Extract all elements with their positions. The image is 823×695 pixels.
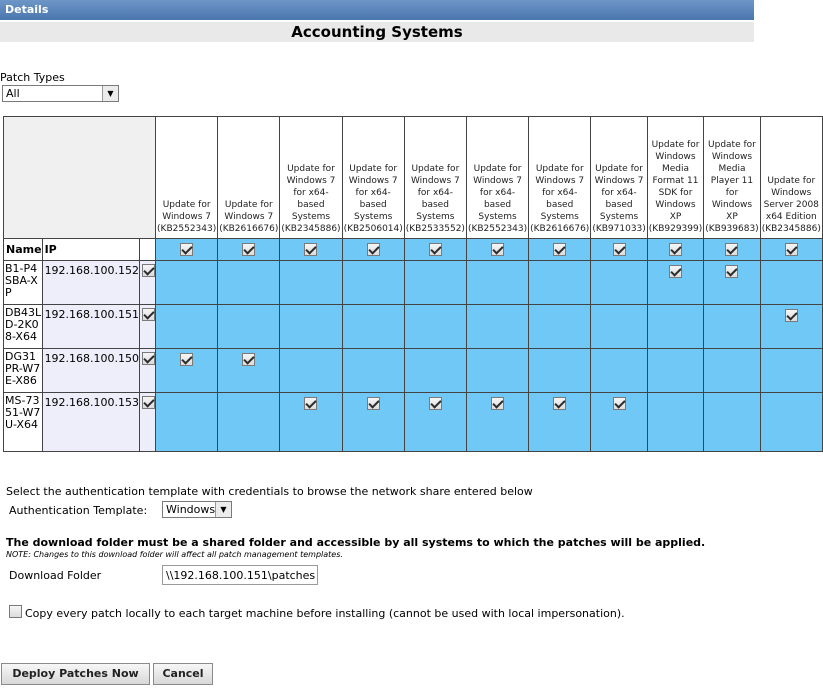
row-select-checkbox[interactable] [142, 264, 155, 277]
patch-select-all-cell [466, 239, 528, 261]
patch-select-all-checkbox[interactable] [725, 243, 738, 256]
patch-column-header: Update for Windows 7 for x64-based Systems (KB2345886) [280, 117, 342, 239]
auth-template-value: Windows [166, 503, 216, 516]
patch-checkbox[interactable] [553, 397, 566, 410]
system-name-cell: MS-7351-W7U-X64 [4, 393, 43, 452]
patch-cell [647, 305, 703, 349]
system-ip-cell: 192.168.100.153 [42, 393, 139, 452]
patch-checkbox[interactable] [429, 397, 442, 410]
patch-cell [704, 305, 760, 349]
auth-template-label: Authentication Template: [9, 504, 148, 517]
patch-select-all-cell [647, 239, 703, 261]
row-select-cell [140, 305, 156, 349]
patch-cell [760, 349, 822, 393]
patch-cell[interactable] [529, 393, 591, 452]
patch-select-all-cell [280, 239, 342, 261]
row-select-checkbox[interactable] [142, 352, 155, 365]
patch-cell[interactable] [218, 349, 280, 393]
patch-cell [591, 305, 647, 349]
patch-cell [529, 349, 591, 393]
patch-cell [218, 393, 280, 452]
patch-select-all-cell [218, 239, 280, 261]
row-select-cell [140, 393, 156, 452]
patch-select-all-cell [404, 239, 466, 261]
patch-checkbox[interactable] [367, 397, 380, 410]
patch-checkbox[interactable] [242, 353, 255, 366]
patch-grid [3, 116, 823, 452]
download-folder-note: NOTE: Changes to this download folder will affect all patch management templates. [6, 550, 343, 559]
patch-cell [466, 305, 528, 349]
patch-column-header: Update for Windows 7 for x64-based Systems (KB2506014) [342, 117, 404, 239]
patch-cell [760, 261, 822, 305]
patch-checkbox[interactable] [491, 397, 504, 410]
row-select-cell [140, 349, 156, 393]
patch-checkbox[interactable] [613, 397, 626, 410]
patch-column-header: Update for Windows 7 for x64-based Systems (KB2552343) [466, 117, 528, 239]
patch-select-all-cell [342, 239, 404, 261]
auth-template-select[interactable] [162, 501, 232, 518]
ip-column-header: IP [42, 239, 139, 261]
system-ip-cell: 192.168.100.152 [42, 261, 139, 305]
table-row [4, 305, 823, 349]
patch-column-header: Update for Windows 7 (KB2552343) [156, 117, 218, 239]
patch-cell [404, 261, 466, 305]
patch-cell [342, 261, 404, 305]
patch-column-header: Update for Windows 7 for x64-based Systems (KB971033) [591, 117, 647, 239]
patch-select-all-checkbox[interactable] [553, 243, 566, 256]
patch-cell[interactable] [156, 349, 218, 393]
patch-select-all-checkbox[interactable] [304, 243, 317, 256]
patch-select-all-checkbox[interactable] [613, 243, 626, 256]
patch-checkbox[interactable] [785, 309, 798, 322]
patch-cell[interactable] [404, 393, 466, 452]
table-row [4, 261, 823, 305]
patch-column-header: Update for Windows 7 (KB2616676) [218, 117, 280, 239]
table-row [4, 349, 823, 393]
patch-column-header: Update for Windows 7 for x64-based Systems (KB2616676) [529, 117, 591, 239]
patch-select-all-checkbox[interactable] [669, 243, 682, 256]
cancel-button[interactable]: Cancel [153, 663, 213, 685]
patch-cell [280, 305, 342, 349]
patch-checkbox[interactable] [180, 353, 193, 366]
system-name-cell: B1-P4SBA-XP [4, 261, 43, 305]
patch-cell [342, 349, 404, 393]
copy-locally-checkbox[interactable] [9, 605, 22, 618]
system-name-cell: DB43LD-2K08-X64 [4, 305, 43, 349]
details-header: Details [0, 0, 754, 20]
patch-cell [704, 393, 760, 452]
row-select-checkbox[interactable] [142, 396, 155, 409]
patch-cell [529, 261, 591, 305]
patch-select-all-cell [529, 239, 591, 261]
patch-checkbox[interactable] [669, 265, 682, 278]
copy-locally-label: Copy every patch locally to each target machine before installing (cannot be used with local impersonation). [25, 607, 625, 620]
patch-cell [280, 261, 342, 305]
patch-cell [591, 261, 647, 305]
patch-types-value: All [6, 87, 20, 100]
patch-cell [466, 349, 528, 393]
column-header-row [4, 239, 823, 261]
download-folder-warning: The download folder must be a shared folder and accessible by all systems to which the patches will be applied. [6, 536, 706, 549]
patch-cell [218, 261, 280, 305]
system-name-cell: DG31PR-W7E-X86 [4, 349, 43, 393]
patch-select-all-checkbox[interactable] [491, 243, 504, 256]
patch-checkbox[interactable] [725, 265, 738, 278]
patch-cell[interactable] [760, 305, 822, 349]
patch-cell [280, 349, 342, 393]
patch-cell [156, 305, 218, 349]
header-blank-cell [4, 117, 156, 239]
patch-types-select[interactable] [2, 85, 119, 102]
patch-select-all-checkbox[interactable] [785, 243, 798, 256]
download-folder-input[interactable] [162, 565, 318, 585]
patch-column-header: Update for Windows Server 2008 x64 Edition (KB2345886) [760, 117, 822, 239]
patch-cell [156, 393, 218, 452]
patch-cell [704, 349, 760, 393]
row-select-checkbox[interactable] [142, 308, 155, 321]
patch-cell [529, 305, 591, 349]
patch-cell[interactable] [466, 393, 528, 452]
patch-cell [342, 305, 404, 349]
patch-cell[interactable] [647, 261, 703, 305]
patch-cell [591, 349, 647, 393]
patch-cell [760, 393, 822, 452]
patch-cell [218, 305, 280, 349]
patch-cell[interactable] [342, 393, 404, 452]
patch-cell [647, 349, 703, 393]
download-folder-label: Download Folder [9, 569, 102, 582]
patch-select-all-cell [156, 239, 218, 261]
patch-cell[interactable] [280, 393, 342, 452]
select-column-header [140, 239, 156, 261]
patch-select-all-checkbox[interactable] [242, 243, 255, 256]
patch-select-all-cell [591, 239, 647, 261]
patch-cell [156, 261, 218, 305]
dropdown-arrow-icon[interactable]: ▼ [215, 502, 231, 517]
row-select-cell [140, 261, 156, 305]
patch-cell [404, 305, 466, 349]
patch-select-all-checkbox[interactable] [429, 243, 442, 256]
patch-cell[interactable] [704, 261, 760, 305]
patch-types-label: Patch Types [0, 71, 65, 84]
patch-cell [466, 261, 528, 305]
patch-header-row [4, 117, 823, 239]
page-title: Accounting Systems [0, 22, 754, 42]
patch-column-header: Update for Windows Media Format 11 SDK for Windows XP (KB929399) [647, 117, 703, 239]
patch-checkbox[interactable] [304, 397, 317, 410]
system-ip-cell: 192.168.100.151 [42, 305, 139, 349]
patch-cell [404, 349, 466, 393]
system-ip-cell: 192.168.100.150 [42, 349, 139, 393]
patch-select-all-checkbox[interactable] [367, 243, 380, 256]
patch-column-header: Update for Windows Media Player 11 for Windows XP (KB939683) [704, 117, 760, 239]
deploy-patches-button[interactable]: Deploy Patches Now [1, 663, 150, 685]
patch-select-all-checkbox[interactable] [180, 243, 193, 256]
patch-select-all-cell [704, 239, 760, 261]
patch-select-all-cell [760, 239, 822, 261]
auth-instruction: Select the authentication template with credentials to browse the network share entered below [6, 485, 533, 498]
patch-cell[interactable] [591, 393, 647, 452]
name-column-header: Name [4, 239, 43, 261]
patch-cell [647, 393, 703, 452]
patch-column-header: Update for Windows 7 for x64-based Systems (KB2533552) [404, 117, 466, 239]
dropdown-arrow-icon[interactable]: ▼ [102, 86, 118, 101]
table-row [4, 393, 823, 452]
